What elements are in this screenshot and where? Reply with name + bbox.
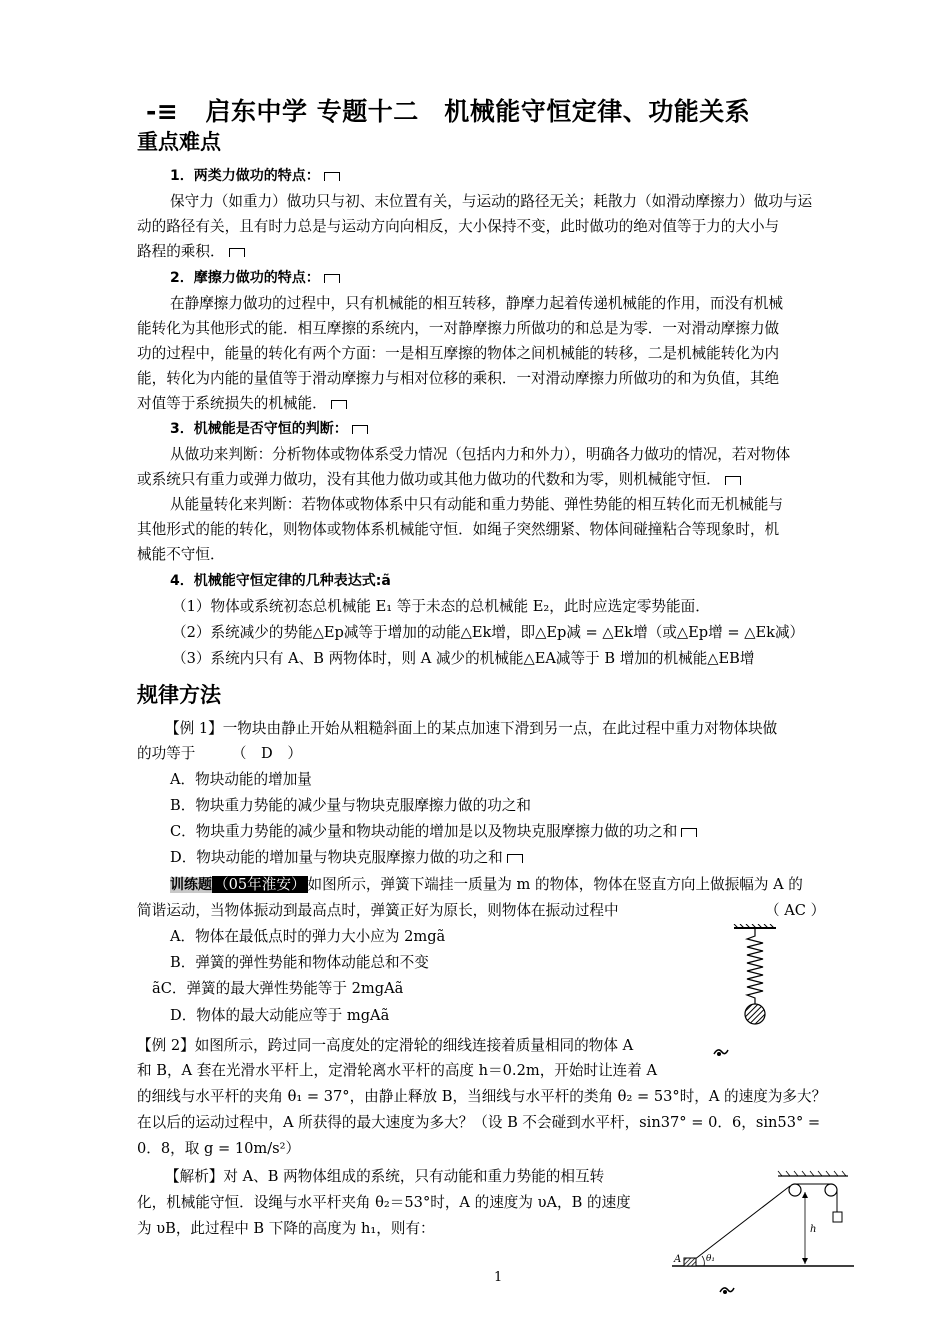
point-2-line-row [137,391,347,416]
training-option: A．物体在最低点时的弹力大小应为 2mgã [170,928,446,945]
anchor-mark-icon [712,1046,730,1058]
anchor-mark-icon [718,1284,736,1296]
point-1-heading: 1．两类力做功的特点： [170,168,320,184]
point-3-line-row [137,467,741,492]
example-2-line: 在以后的运动过程中，A 所获得的最大速度为多大？（设 B 不会碰到水平杆，sin37° = 0．6，sin53° = [137,1114,821,1131]
training-row [170,872,803,898]
training-option: B．弹簧的弹性势能和物体动能总和不变 [170,954,429,971]
point-2-heading-row [170,265,340,291]
point-4-heading-row [170,568,391,594]
edit-mark-icon [324,172,340,181]
edit-mark-icon [507,854,523,863]
training-source: （05年淮安） [214,876,306,893]
spring-figure [730,924,780,1028]
title-text: 启东中学 专题十二 机械能守恒定律、功能关系 [205,97,751,126]
training-option: ãC．弹簧的最大弹性势能等于 2mgAã [152,980,404,997]
example-1-line: 【例 1】一物块由静止开始从粗糙斜面上的某点加速下滑到另一点，在此过程中重力对物体块做 [165,720,778,737]
edit-mark-icon [331,400,347,409]
training-line: 简谐运动，当物体振动到最高点时，弹簧正好为原长，则物体在振动过程中 [137,902,619,919]
example-1-line: 的功等于 （ D ） [137,745,302,762]
point-2-line: 能，转化为内能的量值等于滑动摩擦力与相对位移的乘积．一对滑动摩擦力所做功的和为负值，其绝 [137,370,780,387]
example-1-option: A．物块动能的增加量 [170,771,312,788]
section-heading-key-points: 重点难点 [137,130,221,154]
point-2-line: 在静摩擦力做功的过程中，只有机械能的相互转移，静摩力起着传递机械能的作用，而没有机械 [170,295,783,312]
analysis-line: 【解析】对 A、B 两物体组成的系统，只有动能和重力势能的相互转 [165,1168,605,1185]
formula-line: （2）系统减少的势能△Ep减等于增加的动能△Ek增，即△Ep减 = △Ek增（或△Ep增 = △Ek减） [172,624,805,641]
training-answer: （ AC ） [765,902,826,919]
training-label: 训练题 [170,877,212,893]
analysis-line: 为 υB，此过程中 B 下降的高度为 h₁，则有： [137,1220,435,1237]
edit-mark-icon [229,248,245,257]
pulley-figure [668,1170,858,1280]
page-title [146,92,750,128]
example-1-option-row [170,819,697,844]
example-1-option-row [170,845,523,870]
point-1-line: 保守力（如重力）做功只与初、末位置有关，与运动的路径无关；耗散力（如滑动摩擦力）做功与运 [170,193,813,210]
training-option: D．物体的最大动能应等于 mgAã [170,1007,390,1024]
point-1-line: 路程的乘积． [137,243,225,260]
edit-mark-icon [352,425,368,434]
point-3-line: 从做功来判断：分析物体或物体系受力情况（包括内力和外力），明确各力做功的情况，若对物体 [170,446,791,463]
figure-label-h: h [810,1224,817,1235]
point-4-heading: 4．机械能守恒定律的几种表达式:ã [170,573,391,589]
point-2-heading: 2．摩擦力做功的特点： [170,270,320,286]
example-1-option: C．物块重力势能的减少量和物块动能的增加是以及物块克服摩擦力做的功之和 [170,823,678,840]
example-2-line: 的细线与水平杆的夹角 θ₁ = 37°，由静止释放 B，当细线与水平杆的类角 θ₂ = 53°时，A 的速度为多大？ [137,1088,827,1105]
formula-line: （1）物体或系统初态总机械能 E₁ 等于未态的总机械能 E₂，此时应选定零势能面． [172,598,710,615]
figure-label-theta: θ₁ [706,1254,716,1264]
point-3-heading: 3．机械能是否守恒的判断： [170,421,348,437]
analysis-line: 化，机械能守恒．设绳与水平杆夹角 θ₂＝53°时，A 的速度为 υA，B 的速度 [137,1194,631,1211]
edit-mark-icon [725,476,741,485]
page-number: 1 [494,1270,503,1285]
formula-line: （3）系统内只有 A、B 两物体时，则 A 减少的机械能△EA减等于 B 增加的机械能△EB增 [172,650,755,667]
point-1-line: 动的路径有关，且有时力总是与运动方向向相反，大小保持不变，此时做功的绝对值等于力的大小与 [137,218,780,235]
point-3-heading-row [170,416,368,442]
example-2-line: 【例 2】如图所示，跨过同一高度处的定滑轮的细线连接着质量相同的物体 A [137,1037,634,1054]
example-1-option: B．物块重力势能的减少量与物块克服摩擦力做的功之和 [170,797,531,814]
point-3-line: 从能量转化来判断：若物体或物体系中只有动能和重力势能、弹性势能的相互转化而无机械能与 [170,496,783,513]
point-2-line: 能转化为其他形式的能．相互摩擦的系统内，一对静摩擦力所做功的和总是为零．一对滑动摩擦力做 [137,320,780,337]
point-1-line-row [137,239,245,264]
section-heading-methods: 规律方法 [137,683,221,707]
edit-mark-icon [324,274,340,283]
example-1-option: D．物块动能的增加量与物块克服摩擦力做的功之和 [170,849,503,866]
training-line: 如图所示，弹簧下端挂一质量为 m 的物体，物体在竖直方向上做振幅为 A 的 [307,876,803,893]
point-3-line: 械能不守恒． [137,546,225,563]
edit-mark-icon [681,828,697,837]
point-1-heading-row [170,163,340,189]
example-2-line: 和 B，A 套在光滑水平杆上，定滑轮离水平杆的高度 h＝0.2m，开始时让连着 A [137,1062,658,1079]
point-2-line: 功的过程中，能量的转化有两个方面：一是相互摩擦的物体之间机械能的转移，二是机械能转化为内 [137,345,780,362]
point-3-line: 或系统只有重力或弹力做功，没有其他力做功或其他力做功的代数和为零，则机械能守恒． [137,471,721,488]
point-2-line: 对值等于系统损失的机械能． [137,395,327,412]
point-3-line: 其他形式的能的转化，则物体或物体系机械能守恒．如绳子突然绷紧、物体间碰撞粘合等现象时，机 [137,521,780,538]
example-2-line: 0．8，取 g = 10m/s²） [137,1140,301,1157]
figure-label-a: A [674,1254,682,1265]
title-prefix: -≡ [146,97,179,126]
